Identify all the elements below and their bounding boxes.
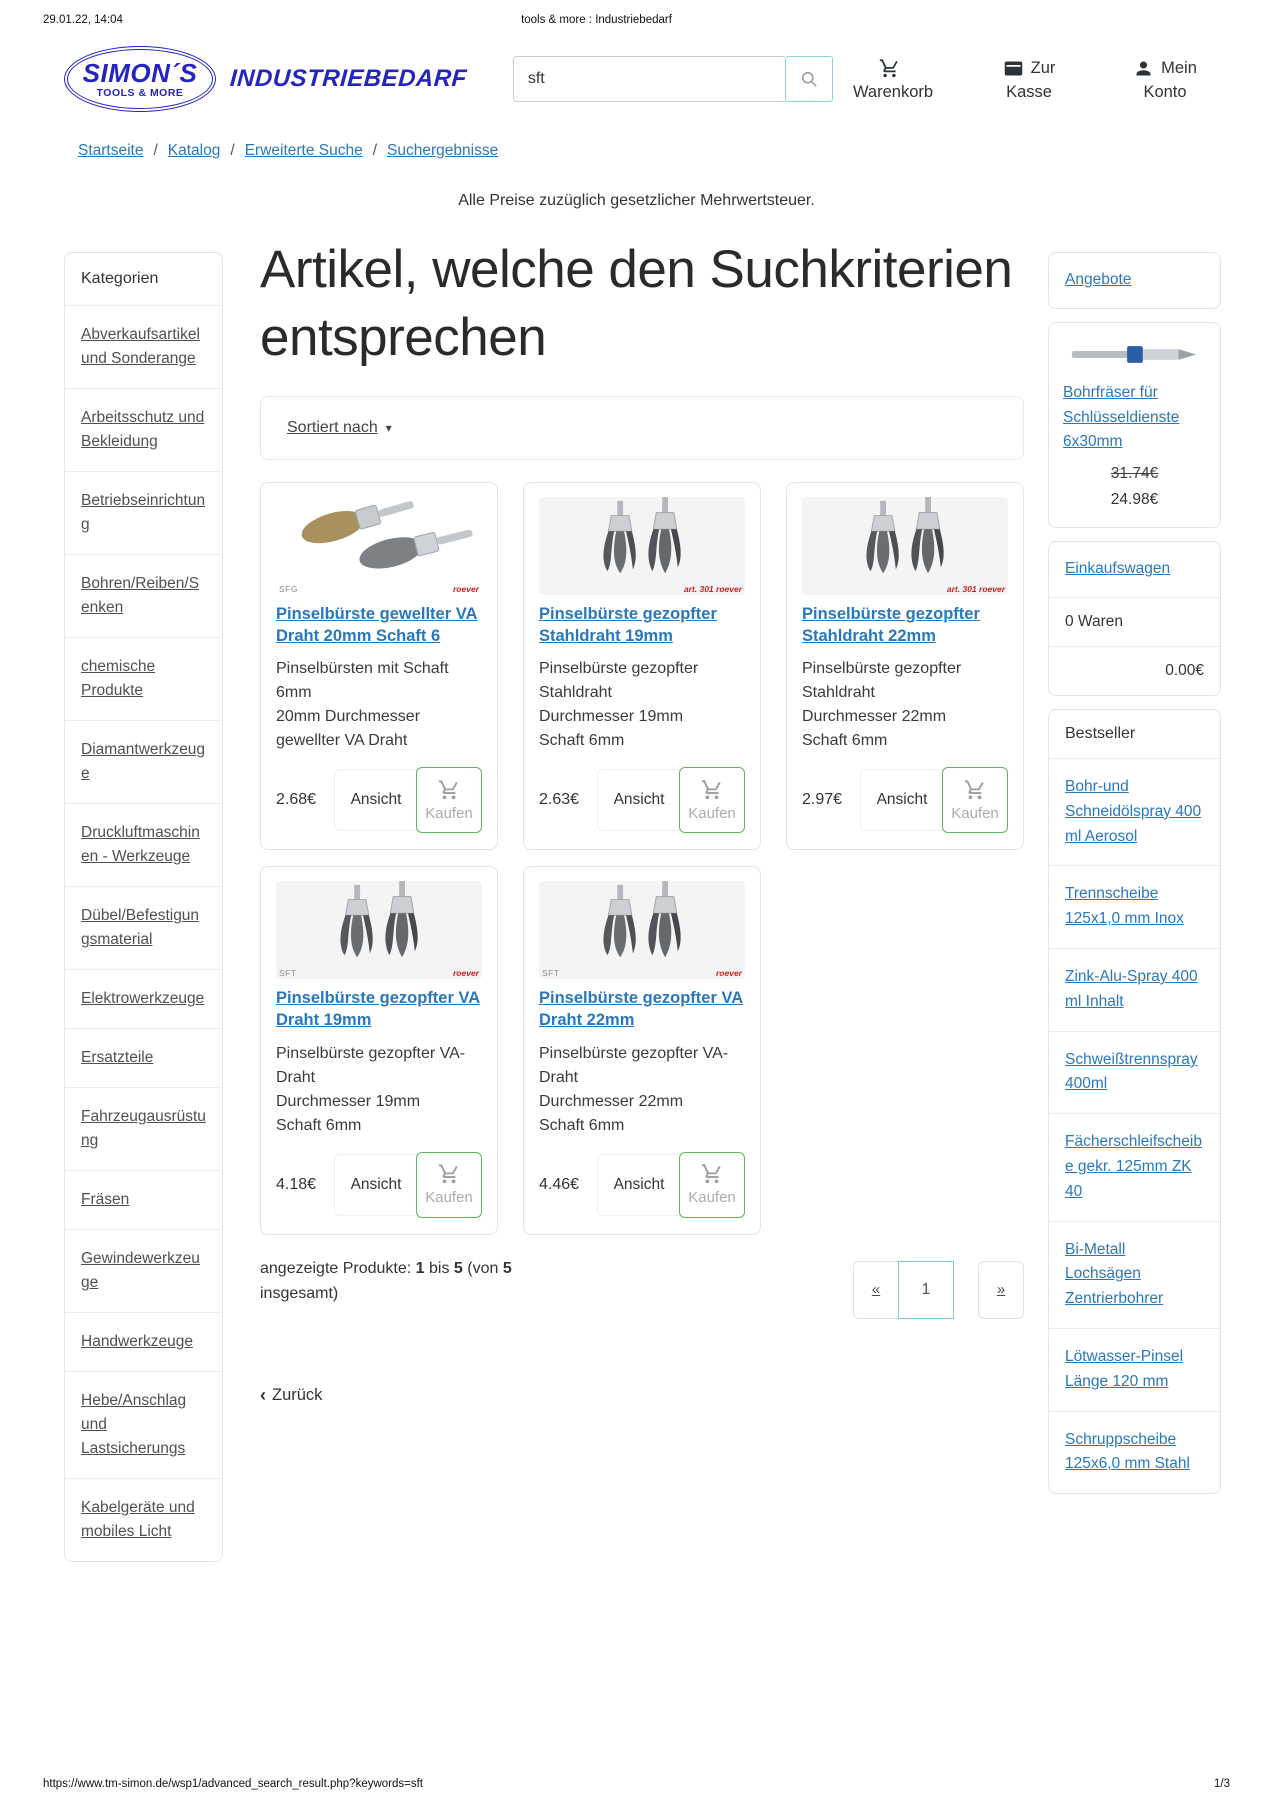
product-title-link[interactable]: Pinselbürste gewellter VA Draht 20mm Schaft 6: [276, 604, 478, 645]
category-link[interactable]: Elektrowerkzeuge: [81, 990, 205, 1008]
pagination-first-button[interactable]: «: [853, 1261, 899, 1319]
search-button[interactable]: [785, 56, 833, 102]
product-actions: [802, 767, 1008, 833]
categories-list: [65, 305, 222, 1561]
right-sidebar: [1048, 252, 1221, 1507]
category-link[interactable]: Ersatzteile: [81, 1049, 154, 1067]
product-description: Pinselbürste gezopfter Stahldraht Durchmesser 22mm Schaft 6mm: [802, 660, 962, 750]
promo-product-link[interactable]: Bohrfräser für Schlüsseldienste 6x30mm: [1063, 383, 1180, 451]
sort-dropdown[interactable]: Sortiert nach ▾: [287, 418, 392, 436]
nav-cart-label-2: Warenkorb: [852, 82, 934, 101]
cart-icon: [438, 779, 460, 801]
print-datetime: 29.01.22, 14:04: [43, 14, 123, 26]
knot-brush-image: [846, 497, 963, 583]
product-title-link[interactable]: Pinselbürste gezopfter VA Draht 22mm: [539, 989, 744, 1030]
cart-summary-panel: [1048, 541, 1221, 696]
product-actions: [276, 767, 482, 833]
product-title-link[interactable]: Pinselbürste gezopfter Stahldraht 19mm: [539, 604, 717, 645]
print-page-number: 1/3: [1214, 1778, 1230, 1790]
product-card: [786, 482, 1024, 851]
tax-note: Alle Preise zuzüglich gesetzlicher Mehrwertsteuer.: [458, 192, 815, 209]
category-link[interactable]: Bohren/Reiben/Senken: [81, 575, 200, 617]
bestseller-link[interactable]: Bohr-und Schneidölspray 400 ml Aerosol: [1065, 777, 1202, 845]
cart-icon: [964, 779, 986, 801]
product-description: Pinselbürste gezopfter VA-Draht Durchmesser 19mm Schaft 6mm: [276, 1044, 466, 1134]
offers-link[interactable]: Angebote: [1065, 271, 1132, 288]
image-brand-label-roever: art. 301 roever: [683, 583, 742, 594]
category-link[interactable]: Handwerkzeuge: [81, 1333, 194, 1351]
cart-icon: [701, 779, 723, 801]
category-link[interactable]: Hebe/Anschlag und Lastsicherungs: [81, 1392, 187, 1458]
knot-brush-image: [583, 497, 700, 583]
category-link[interactable]: Arbeitsschutz und Bekleidung: [81, 409, 205, 451]
cart-icon: [879, 58, 900, 79]
buy-button[interactable]: Kaufen: [416, 767, 482, 833]
person-icon: [1133, 58, 1154, 79]
bestseller-link[interactable]: Schruppscheibe 125x6,0 mm Stahl: [1065, 1430, 1190, 1473]
image-brand-label: SFG: [279, 583, 298, 594]
pagination-current-page: 1: [898, 1261, 954, 1319]
promo-price: 24.98€: [1110, 491, 1159, 509]
product-card: [523, 866, 761, 1235]
breadcrumb: [0, 112, 1273, 160]
bestseller-header: Bestseller: [1065, 724, 1136, 742]
product-actions: [539, 1152, 745, 1218]
page-title: Artikel, welche den Suchkriterien entsprechen: [260, 240, 1013, 367]
credit-card-icon: [1003, 58, 1024, 79]
product-price: 2.63€: [539, 791, 580, 809]
image-brand-label-roever: roever: [453, 968, 479, 979]
product-card: [260, 866, 498, 1235]
product-image: [276, 881, 482, 979]
category-link[interactable]: Fahrzeugausrüstung: [81, 1108, 206, 1150]
bestseller-list: [1049, 758, 1220, 1493]
nav-cart[interactable]: [847, 57, 939, 102]
logo-oval: [64, 46, 216, 112]
nav-account-label-1: Mein: [1161, 59, 1197, 77]
view-button[interactable]: Ansicht: [334, 1154, 418, 1216]
product-price: 2.68€: [276, 791, 317, 809]
nav-checkout-label-2: Kasse: [1006, 82, 1052, 101]
logo-tagline: TOOLS & MORE: [96, 86, 184, 99]
category-link[interactable]: Abverkaufsartikel und Sonderange: [81, 326, 200, 368]
cart-total: 0.00€: [1049, 646, 1220, 695]
category-link[interactable]: Diamantwerkzeuge: [81, 741, 206, 783]
product-card: [523, 482, 761, 851]
nav-account[interactable]: [1119, 57, 1211, 102]
logo-name: SIMON´S: [82, 57, 198, 88]
buy-button[interactable]: Kaufen: [679, 1152, 745, 1218]
chevron-left-icon: ‹: [260, 1384, 266, 1405]
search-bar: [513, 56, 833, 102]
product-price: 4.46€: [539, 1175, 580, 1193]
product-grid: [260, 482, 1024, 1235]
bestseller-link[interactable]: Fächerschleifscheibe gekr. 125mm ZK 40: [1065, 1133, 1202, 1200]
product-title-link[interactable]: Pinselbürste gezopfter Stahldraht 22mm: [802, 604, 980, 645]
drill-bit-image: [1066, 337, 1204, 371]
bestseller-panel: [1048, 709, 1221, 1494]
category-link[interactable]: Betriebseinrichtung: [81, 492, 206, 534]
product-image: [539, 497, 745, 595]
cart-icon: [701, 1163, 723, 1185]
bestseller-link[interactable]: Trennscheibe 125x1,0 mm Inox: [1065, 885, 1184, 928]
bestseller-link[interactable]: Bi-Metall Lochsägen Zentrierbohrer: [1065, 1240, 1164, 1308]
image-brand-label: SFT: [542, 968, 560, 979]
image-brand-label: SFT: [279, 968, 297, 979]
category-link[interactable]: Dübel/Befestigungsmaterial: [81, 907, 200, 949]
chevron-down-icon: ▾: [385, 420, 392, 435]
wire-brush-image: [277, 497, 481, 583]
buy-button[interactable]: Kaufen: [416, 1152, 482, 1218]
buy-button[interactable]: Kaufen: [679, 767, 745, 833]
bestseller-link[interactable]: Zink-Alu-Spray 400 ml Inhalt: [1065, 967, 1198, 1010]
buy-button[interactable]: Kaufen: [942, 767, 1008, 833]
cart-summary-link[interactable]: Einkaufswagen: [1065, 560, 1171, 578]
view-button[interactable]: Ansicht: [860, 769, 944, 831]
pagination-last-button[interactable]: »: [978, 1261, 1024, 1319]
product-actions: [276, 1152, 482, 1218]
image-brand-label-roever: roever: [453, 583, 479, 594]
product-price: 2.97€: [802, 791, 843, 809]
product-price: 4.18€: [276, 1175, 317, 1193]
view-button[interactable]: Ansicht: [334, 769, 418, 831]
product-description: Pinselbürsten mit Schaft 6mm 20mm Durchmesser gewellter VA Draht: [276, 660, 449, 750]
sort-box: [260, 396, 1024, 460]
header-nav: [847, 57, 1221, 102]
product-image: [276, 497, 482, 595]
pagination: [853, 1261, 1024, 1319]
breadcrumb-link[interactable]: Suchergebnisse: [387, 142, 499, 159]
view-button[interactable]: Ansicht: [597, 1154, 681, 1216]
product-actions: [539, 767, 745, 833]
cart-item-count: 0 Waren: [1049, 597, 1220, 646]
site-logo[interactable]: [64, 46, 467, 112]
knot-brush-image: [583, 881, 700, 967]
category-link[interactable]: Druckluftmaschinen - Werkzeuge: [81, 824, 200, 866]
promo-prices: [1063, 465, 1206, 509]
left-sidebar: [64, 252, 223, 1562]
category-link[interactable]: chemische Produkte: [81, 658, 156, 700]
product-title-link[interactable]: Pinselbürste gezopfter VA Draht 19mm: [276, 989, 481, 1030]
promo-card: [1048, 322, 1221, 528]
category-link[interactable]: Kabelgeräte und mobiles Licht: [81, 1499, 195, 1541]
product-card: [260, 482, 498, 851]
back-link[interactable]: ‹ Zurück: [260, 1384, 323, 1405]
search-icon: [799, 69, 819, 89]
print-header: [43, 14, 1230, 26]
cart-icon: [438, 1163, 460, 1185]
category-link[interactable]: Gewindewerkzeuge: [81, 1250, 200, 1292]
print-url: https://www.tm-simon.de/wsp1/advanced_search_result.php?keywords=sft: [43, 1778, 424, 1790]
offers-panel: [1048, 252, 1221, 309]
main-content: [260, 236, 1024, 1406]
categories-header: Kategorien: [81, 270, 159, 287]
product-description: Pinselbürste gezopfter VA-Draht Durchmesser 22mm Schaft 6mm: [539, 1044, 729, 1134]
bestseller-link[interactable]: Schweißtrennspray 400ml: [1065, 1050, 1198, 1093]
nav-checkout[interactable]: [983, 57, 1075, 102]
product-image: [539, 881, 745, 979]
search-input[interactable]: [513, 56, 785, 102]
breadcrumb-link[interactable]: Erweiterte Suche: [244, 142, 363, 159]
bestseller-link[interactable]: Lötwasser-Pinsel Länge 120 mm: [1065, 1347, 1184, 1390]
logo-wordmark: INDUSTRIEBEDARF: [229, 65, 468, 92]
print-page-title: tools & more : Industriebedarf: [521, 14, 672, 26]
print-footer: [43, 1778, 1230, 1790]
view-button[interactable]: Ansicht: [597, 769, 681, 831]
results-summary: angezeigte Produkte: 1 bis 5 (von 5 insgesamt): [260, 1259, 512, 1302]
category-link[interactable]: Fräsen: [81, 1191, 130, 1209]
product-image: [802, 497, 1008, 595]
image-brand-label-roever: roever: [716, 968, 742, 979]
product-description: Pinselbürste gezopfter Stahldraht Durchmesser 19mm Schaft 6mm: [539, 660, 699, 750]
content-columns: [0, 236, 1273, 1562]
nav-account-label-2: Konto: [1143, 82, 1187, 101]
breadcrumb-link[interactable]: Startseite: [78, 142, 144, 159]
breadcrumb-link[interactable]: Katalog: [167, 142, 221, 159]
results-row: [260, 1257, 1024, 1319]
categories-panel: [64, 252, 223, 1562]
image-brand-label-roever: art. 301 roever: [946, 583, 1005, 594]
nav-checkout-label-1: Zur: [1030, 59, 1056, 77]
promo-old-price: 31.74€: [1110, 465, 1159, 483]
knot-brush-image: [320, 881, 437, 967]
